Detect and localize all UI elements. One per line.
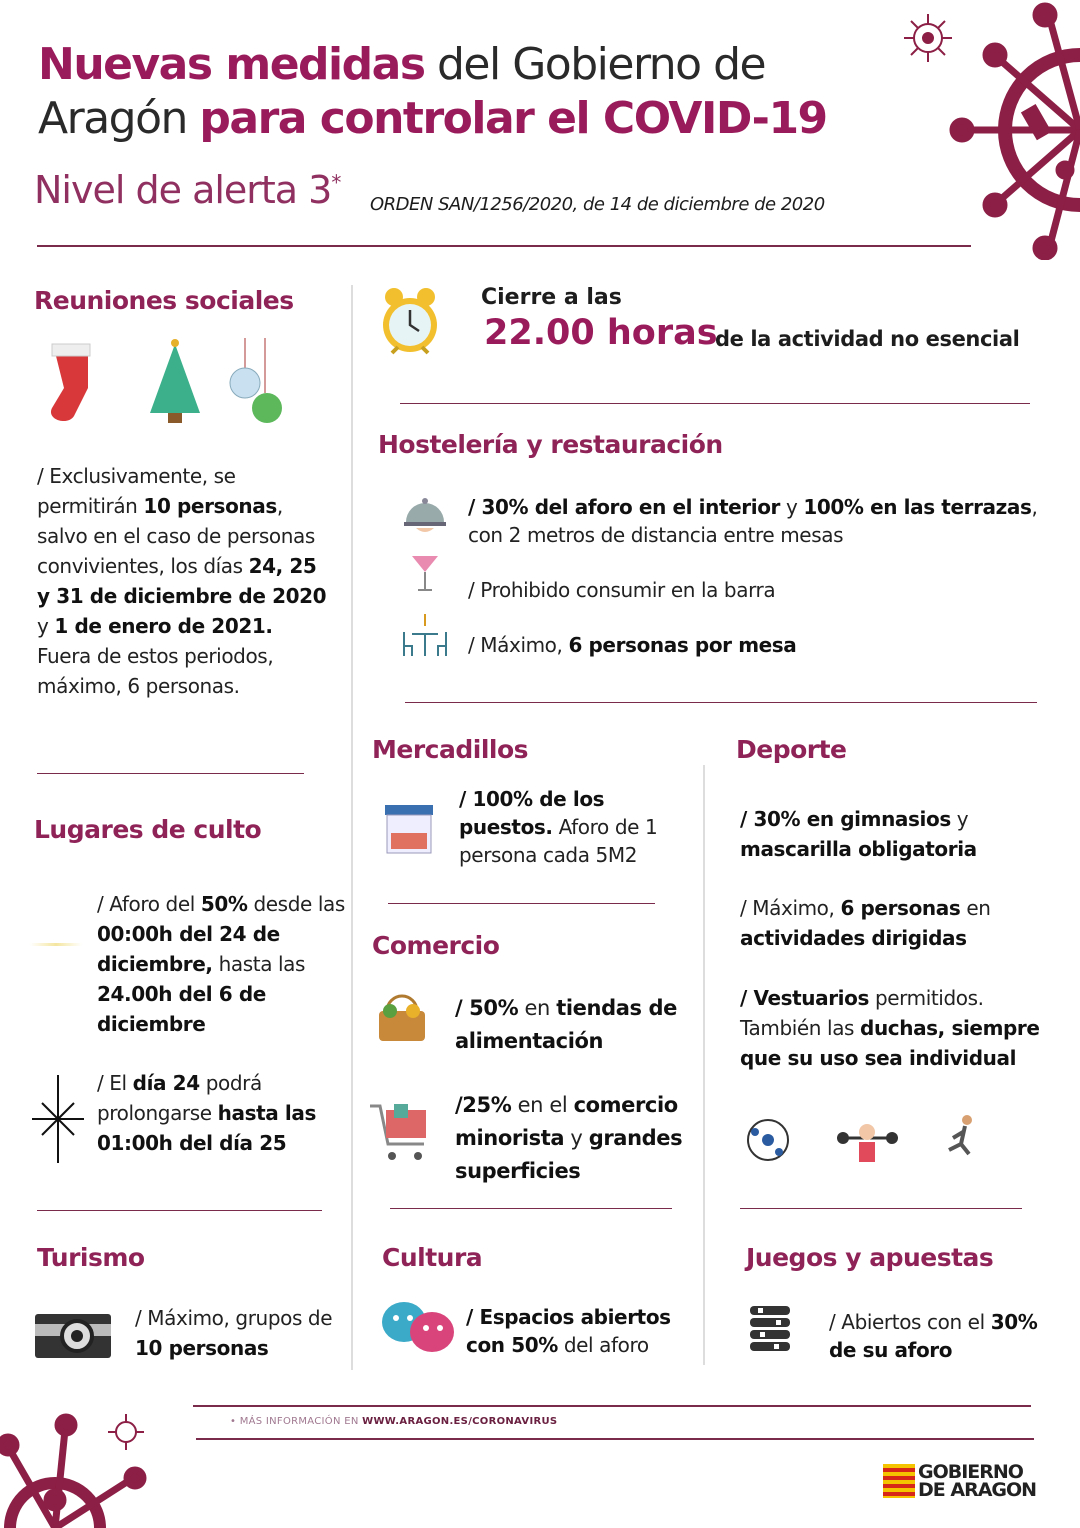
reuniones-heading: Reuniones sociales [34,286,294,315]
text-segment: / Exclusivamente, se permitirán [37,464,236,518]
culto-heading: Lugares de culto [34,815,262,844]
weightlifter-icon [837,1124,898,1162]
aragon-flag-icon [883,1464,915,1498]
culto-item-2 [97,1068,347,1158]
sport-icons [745,1112,985,1172]
emphasis-text: actividades dirigidas [740,926,967,950]
text-segment: en [518,996,557,1020]
emphasis-text: para controlar el COVID-19 [199,93,827,144]
page-title-line1 [38,38,765,92]
mercadillos-text [459,785,689,869]
text-segment: / Máximo, [468,633,569,657]
more-info-label: MÁS INFORMACIÓN EN [239,1416,363,1427]
emphasis-text: 24, 25 y 31 de diciembre de 2020 [37,554,327,608]
text-segment: , salvo en el caso de personas convivientes, los días [37,494,315,578]
turismo-heading: Turismo [37,1243,145,1272]
hosteleria-item-1 [468,493,1038,549]
comercio-item-2 [455,1089,695,1188]
emphasis-text: 6 personas [840,896,961,920]
divider [405,702,1037,703]
text-segment: hasta las [212,952,306,976]
gobierno-aragon-logo [883,1463,1036,1499]
deporte-heading: Deporte [736,735,847,764]
soccer-ball-icon [748,1120,788,1160]
divider [37,1210,322,1211]
text-segment: / El [97,1071,133,1095]
logo-line1: GOBIERNO [918,1461,1023,1483]
column-divider [351,285,353,1370]
emphasis-text: Nuevas medidas [38,39,425,90]
poker-chips-icon [748,1302,792,1358]
emphasis-text: hasta las 01:00h del día 25 [97,1101,316,1155]
text-segment: Aforo de 1 persona cada 5M2 [459,815,658,867]
juegos-heading: Juegos y apuestas [746,1243,994,1272]
text-segment: podrá prolongarse [97,1071,262,1125]
divider [193,1405,1031,1407]
text-segment: y [950,807,969,831]
emphasis-text: /25% [455,1093,512,1117]
text-segment: , con 2 metros de distancia entre mesas [468,495,1038,547]
more-info-link[interactable]: WWW.ARAGON.ES/CORONAVIRUS [362,1416,558,1427]
closing-time: 22.00 horas [484,313,718,353]
table-chairs-icon [400,612,450,658]
camera-icon [35,1308,111,1358]
divider [390,1208,672,1209]
column-divider [703,765,705,1365]
hosteleria-item-3 [468,630,1028,660]
text-segment: / Máximo, [740,896,841,920]
emphasis-text: 10 personas [143,494,277,518]
text-segment: desde las [247,892,345,916]
text-segment: del Gobierno de [424,39,766,90]
emphasis-text: 50% [200,892,248,916]
star-sparkle-icon [32,1075,84,1163]
text-segment: del aforo [557,1333,649,1357]
closing-post: de la actividad no esencial [715,327,1020,351]
emphasis-text: / 100% de los puestos. [459,787,605,839]
emphasis-text: 1 de enero de 2021. [54,614,273,638]
virus-decoration-top-right [940,0,1080,260]
page-title-line2 [38,92,827,146]
emphasis-text: 24.00h del 6 de diciembre [97,982,266,1036]
alarm-clock-icon [380,285,440,359]
culto-item-1 [97,889,347,1039]
text-segment: / Máximo, grupos de [135,1306,333,1330]
cloche-icon [402,492,448,536]
mercadillos-heading: Mercadillos [372,735,529,764]
comercio-heading: Comercio [372,931,500,960]
text-segment: / Aforo del [97,892,201,916]
emphasis-text: / Vestuarios [740,986,869,1010]
order-reference: ORDEN SAN/1256/2020, de 14 de diciembre de 2020 [370,194,825,215]
text-segment: en [960,896,991,920]
emphasis-text: duchas, siempre que su uso sea individual [740,1016,1040,1070]
deporte-item-1 [740,804,1060,864]
hosteleria-item-2 [468,575,1028,605]
text-segment: en el [511,1093,574,1117]
text-segment: Fuera de estos periodos, máximo, 6 personas. [37,644,274,698]
grocery-basket-icon [375,993,429,1045]
text-segment: / Prohibido consumir en la barra [468,578,776,602]
text-segment: permitidos. También las [740,986,984,1040]
emphasis-text: 30% de su aforo [829,1310,1038,1362]
ornaments-icon [230,338,282,423]
emphasis-text: / Espacios abiertos con 50% [466,1305,671,1357]
reuniones-text [37,461,327,701]
text-segment: y [37,614,55,638]
divider [37,245,971,247]
turismo-text [135,1303,345,1363]
market-stall-icon [383,803,435,855]
emphasis-text: 6 personas por mesa [568,633,797,657]
juegos-text [829,1308,1049,1364]
divider [37,773,304,774]
text-segment: y [564,1126,589,1150]
emphasis-text: 10 personas [135,1336,269,1360]
emphasis-text: / 30% del aforo en el interior [468,495,780,519]
alert-level [34,168,340,212]
divider [196,1438,1034,1440]
emphasis-text: comercio minorista [455,1093,678,1150]
emphasis-text: mascarilla obligatoria [740,837,977,861]
comercio-item-1 [455,992,695,1058]
runner-icon [949,1115,972,1154]
theater-masks-icon [380,1300,456,1354]
text-segment: y [780,495,804,519]
christmas-tree-icon [150,339,200,423]
cultura-text [466,1303,696,1359]
cocktail-icon [410,552,440,594]
emphasis-text: / 30% en gimnasios [740,807,951,831]
emphasis-text: 100% en las terrazas [803,495,1032,519]
candle-glow-icon [30,943,82,946]
shopping-cart-icon [368,1100,434,1166]
stocking-icon [51,344,90,421]
deporte-item-3 [740,983,1070,1073]
text-segment: Aragón [38,93,200,144]
cultura-heading: Cultura [382,1243,483,1272]
small-virus-icon [900,10,956,66]
emphasis-text: tiendas de alimentación [455,996,677,1053]
text-segment: / Abiertos con el [829,1310,991,1334]
alert-asterisk: * [331,170,341,195]
divider [400,403,1030,404]
emphasis-text: día 24 [132,1071,200,1095]
divider [740,1208,1022,1209]
divider [388,903,655,904]
virus-decoration-bottom-left [0,1400,160,1528]
closing-pre: Cierre a las [481,285,622,310]
logo-line2: DE ARAGON [918,1479,1037,1501]
emphasis-text: 00:00h del 24 de diciembre, [97,922,280,976]
emphasis-text: / 50% [455,996,519,1020]
hosteleria-heading: Hostelería y restauración [378,430,723,459]
alert-level-text: Nivel de alerta 3 [34,168,332,212]
emphasis-text: grandes superficies [455,1126,683,1183]
deporte-item-2 [740,893,1060,953]
more-info: • MÁS INFORMACIÓN EN WWW.ARAGON.ES/CORONAVIRUS [230,1416,558,1427]
christmas-icons [40,338,290,430]
